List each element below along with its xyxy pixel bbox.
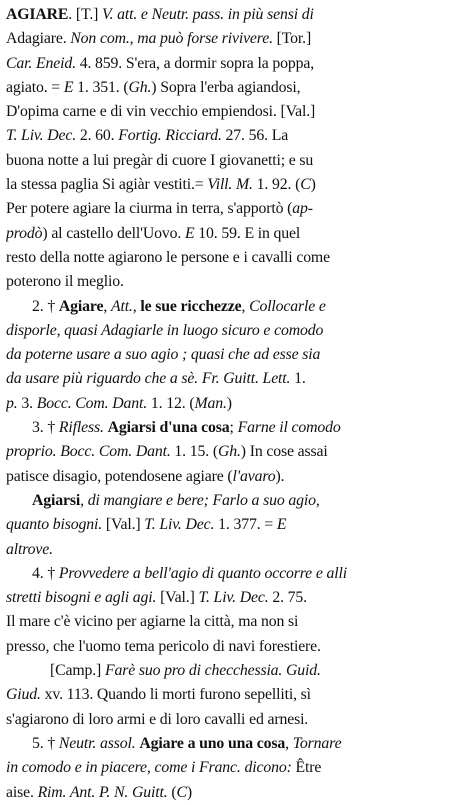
text-line — [6, 416, 465, 440]
italic-text: disporle, quasi Adagiarle in luogo sicuro e comodo — [6, 321, 324, 339]
text-line — [6, 538, 465, 562]
italic-text: Bocc. Com. Dant. — [36, 394, 148, 412]
text-line — [6, 295, 465, 319]
italic-text: Vill. M. — [207, 176, 253, 194]
italic-text: T. Liv. Dec. — [198, 589, 269, 607]
text-run: 3. † — [32, 419, 59, 437]
italic-text: p. — [6, 394, 18, 412]
headword: AGIARE — [6, 6, 69, 23]
text-run: presso, che l'uomo tema pericolo di navi forestiere. — [6, 637, 321, 655]
text-run: , — [241, 297, 250, 315]
bold-term: Agiare — [58, 297, 104, 315]
text-line — [6, 222, 465, 246]
bold-term: Agiarsi — [32, 491, 81, 509]
text-line — [6, 319, 465, 343]
italic-text: C — [176, 783, 187, 801]
text-line — [6, 683, 465, 707]
text-line — [6, 610, 465, 634]
text-line — [6, 756, 465, 780]
text-line — [6, 270, 465, 294]
text-run: patisce disagio, potendosene agiare ( — [6, 467, 233, 485]
text-line — [6, 392, 465, 416]
text-run: resto della notte agiarono le persone e i cavalli come — [6, 248, 330, 266]
text-run: aise. — [6, 783, 38, 801]
text-line — [6, 513, 465, 537]
text-run: 1. 12. ( — [147, 394, 195, 412]
italic-text: l'avaro — [232, 467, 276, 485]
text-line — [6, 27, 465, 51]
text-run: 2. 75. — [268, 589, 307, 607]
text-run: la stessa paglia Si agiàr vestiti.= — [6, 176, 208, 194]
italic-text: E — [276, 516, 287, 534]
text-run: ) Sopra l'erba agiandosi, — [151, 78, 301, 96]
text-line — [6, 708, 465, 732]
italic-text: Giud. — [6, 686, 41, 704]
italic-text: Car. Eneid. — [6, 54, 76, 72]
italic-text: Gh. — [128, 78, 152, 96]
text-run: agiato. = — [6, 78, 64, 96]
text-line — [6, 343, 465, 367]
text-run: , — [285, 734, 293, 752]
text-run: , — [132, 297, 141, 315]
text-run: ) — [226, 394, 232, 412]
text-run: ; — [229, 419, 238, 437]
text-line — [6, 586, 465, 610]
text-line — [6, 124, 465, 148]
italic-text: C — [300, 176, 311, 194]
text-run: Il mare c'è vicino per agiarne la città, ma non si — [6, 613, 299, 631]
italic-text: Fortig. Ricciard. — [118, 127, 222, 145]
text-run: 1. 92. ( — [252, 176, 301, 194]
italic-text: Att. — [110, 297, 133, 315]
text-run: 3. — [17, 394, 37, 412]
italic-text: Fr. Guitt. Lett. — [201, 370, 291, 388]
italic-text: Man. — [194, 394, 227, 412]
text-run: Adagiare. — [6, 30, 71, 48]
text-line — [6, 52, 465, 76]
italic-text: Non com., ma può forse rivivere. — [70, 30, 273, 48]
italic-text: quanto bisogni. — [6, 516, 103, 534]
text-run: ) al castello dell'Uovo. — [42, 224, 185, 242]
text-line — [6, 781, 465, 805]
text-run: , — [103, 297, 111, 315]
text-run: buona notte a lui pregàr di cuore I giovanetti; e su — [6, 151, 314, 169]
italic-text: Neutr. assol. — [58, 734, 136, 752]
text-run: s'agiarono di loro armi e di loro cavalli ed arnesi. — [6, 710, 309, 728]
text-run: 5. † — [32, 734, 59, 752]
text-run: Per potere agiare la ciurma in terra, s'apportò ( — [6, 200, 293, 218]
italic-text: prodò — [6, 224, 43, 242]
text-line — [6, 732, 465, 756]
text-run: ( — [167, 783, 177, 801]
italic-text: Rifless. — [58, 419, 104, 437]
italic-text: V. att. e Neutr. pass. in più sensi di — [102, 6, 314, 23]
text-run: . [T.] — [68, 6, 103, 23]
italic-text: da poterne usare a suo agio ; quasi che ad esse sia — [6, 346, 321, 364]
italic-text: Tornare — [292, 734, 342, 752]
text-run: ). — [275, 467, 285, 485]
italic-text: altrove. — [6, 540, 53, 558]
text-line — [6, 149, 465, 173]
text-line — [6, 489, 465, 513]
text-line — [6, 635, 465, 659]
text-run: 2. † — [32, 297, 59, 315]
text-run: , — [80, 491, 88, 509]
text-run: ) — [310, 176, 316, 194]
text-run: [Camp.] — [50, 662, 105, 680]
italic-text: Rim. Ant. P. N. Guitt. — [37, 783, 168, 801]
italic-text: T. Liv. Dec. — [6, 127, 77, 145]
italic-text: Farè suo pro di checchessia. — [104, 662, 283, 680]
italic-text: Provvedere a bell'agio di quanto occorre e alli — [58, 564, 347, 582]
italic-text: E — [184, 224, 195, 242]
text-run: 4. 859. S'era, a dormir sopra la poppa, — [75, 54, 315, 72]
text-run: 4. † — [32, 564, 59, 582]
text-run: 1. — [290, 370, 306, 388]
italic-text: Bocc. Com. Dant. — [60, 443, 171, 461]
italic-text: in comodo e in piacere, come i Franc. dicono: — [6, 759, 292, 777]
italic-text: Farne il comodo — [237, 419, 341, 437]
text-run: poterono il meglio. — [6, 273, 124, 291]
italic-text: Collocarle e — [249, 297, 326, 315]
italic-text: ap- — [292, 200, 313, 218]
italic-text: E — [63, 78, 74, 96]
text-run: ) In cose assai — [240, 443, 328, 461]
text-line — [6, 3, 465, 27]
text-run: 10. 59. E in quel — [194, 224, 301, 242]
italic-text: T. Liv. Dec. — [144, 516, 215, 534]
text-run: 2. 60. — [76, 127, 119, 145]
bold-term: Agiarsi d'una cosa — [107, 419, 230, 437]
text-line — [6, 100, 465, 124]
text-line — [6, 197, 465, 221]
text-run: [Tor.] — [272, 30, 312, 48]
text-run: D'opima carne e di vin vecchio empiendosi. [Val.] — [6, 103, 316, 121]
italic-text: di mangiare e bere; Farlo a suo agio, — [87, 491, 320, 509]
text-line — [6, 562, 465, 586]
text-line — [6, 465, 465, 489]
text-run: Être — [291, 759, 322, 777]
italic-text: da usare più riguardo che a sè. — [6, 370, 199, 388]
text-run: 27. 56. La — [221, 127, 289, 145]
text-line — [6, 246, 465, 270]
text-run: [Val.] — [102, 516, 145, 534]
text-run: xv. 113. Quando li morti furono sepelliti, sì — [40, 686, 311, 704]
bold-term: Agiare a uno una cosa — [139, 734, 286, 752]
text-run: 1. 377. = — [214, 516, 277, 534]
text-line — [6, 173, 465, 197]
text-run: [Val.] — [156, 589, 199, 607]
italic-text: Guid. — [286, 662, 321, 680]
bold-term: le sue ricchezze — [140, 297, 242, 315]
text-line — [6, 440, 465, 464]
text-run: 1. 15. ( — [170, 443, 218, 461]
italic-text: stretti bisogni e agli agi. — [6, 589, 157, 607]
text-line — [6, 659, 465, 683]
text-line — [6, 76, 465, 100]
italic-text: Gh. — [217, 443, 241, 461]
text-run: 1. 351. ( — [73, 78, 129, 96]
text-run: ) — [186, 783, 192, 801]
italic-text: proprio. — [6, 443, 57, 461]
text-line — [6, 367, 465, 391]
